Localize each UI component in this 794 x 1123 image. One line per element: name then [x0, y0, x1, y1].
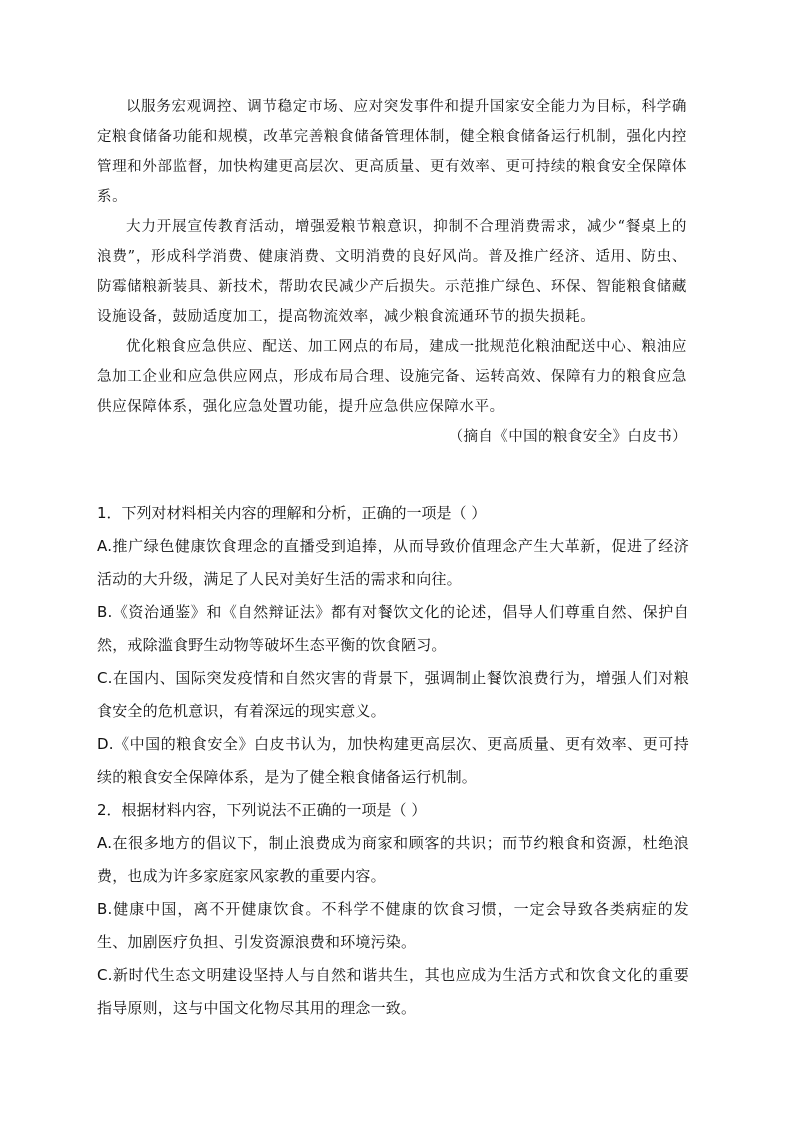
passage-paragraph-2: 大力开展宣传教育活动，增强爱粮节粮意识，抑制不合理消费需求，减少“餐桌上的浪费”，形成科学消费、健康消费、文明消费的良好风尚。普及推广经济、适用、防虫、防霉储粮新装具、新技术，帮助农民减少产后损失。示范推广绿色、环保、智能粮食储藏设施设备，鼓励适度加工，提高物流效率，减少粮食流通环节的损失损耗。: [97, 219, 687, 325]
passage-paragraph-1: 以服务宏观调控、调节稳定市场、应对突发事件和提升国家安全能力为目标，科学确定粮食储备功能和规模，改革完善粮食储备管理体制，健全粮食储备运行机制，强化内控管理和外部监督，加快构建更高层次、更高质量、更有效率、更可持续的粮食安全保障体系。: [97, 99, 687, 205]
question-1-option-c: C.在国内、国际突发疫情和自然灾害的背景下，强调制止餐饮浪费行为，增强人们对粮食安全的危机意识，有着深远的现实意义。: [97, 669, 689, 720]
question-1-option-d: D.《中国的粮食安全》白皮书认为，加快构建更高层次、更高质量、更有效率、更可持续的粮食安全保障体系，是为了健全粮食储备运行机制。: [97, 735, 689, 786]
question-1-option-b: B.《资治通鉴》和《自然辩证法》都有对餐饮文化的论述，倡导人们尊重自然、保护自然，戒除滥食野生动物等破坏生态平衡的饮食陋习。: [97, 603, 689, 654]
question-2: [97, 794, 689, 1025]
question-list: [97, 497, 689, 1025]
question-2-option-c: C.新时代生态文明建设坚持人与自然和谐共生，其也应成为生活方式和饮食文化的重要指导原则，这与中国文化物尽其用的理念一致。: [97, 966, 689, 1017]
question-1-option-a: A.推广绿色健康饮食理念的直播受到追捧，从而导致价值理念产生大革新，促进了经济活动的大升级，满足了人民对美好生活的需求和向往。: [97, 537, 689, 588]
question-1: [97, 497, 689, 794]
passage-source: （摘自《中国的粮食安全》白皮书）: [448, 429, 687, 445]
question-2-stem: 2．根据材料内容，下列说法不正确的一项是（ ）: [97, 801, 427, 819]
passage-paragraph-3: 优化粮食应急供应、配送、加工网点的布局，建成一批规范化粮油配送中心、粮油应急加工企业和应急供应网点，形成布局合理、设施完备、运转高效、保障有力的粮食应急供应保障体系，强化应急处置功能，提升应急供应保障水平。: [97, 339, 687, 415]
question-2-option-b: B.健康中国，离不开健康饮食。不科学不健康的饮食习惯，一定会导致各类病症的发生、加剧医疗负担、引发资源浪费和环境污染。: [97, 900, 689, 951]
reading-passage: [97, 92, 687, 452]
question-2-option-a: A.在很多地方的倡议下，制止浪费成为商家和顾客的共识；而节约粮食和资源，杜绝浪费，也成为许多家庭家风家教的重要内容。: [97, 834, 689, 885]
question-1-stem: 1．下列对材料相关内容的理解和分析，正确的一项是（ ）: [97, 504, 487, 522]
